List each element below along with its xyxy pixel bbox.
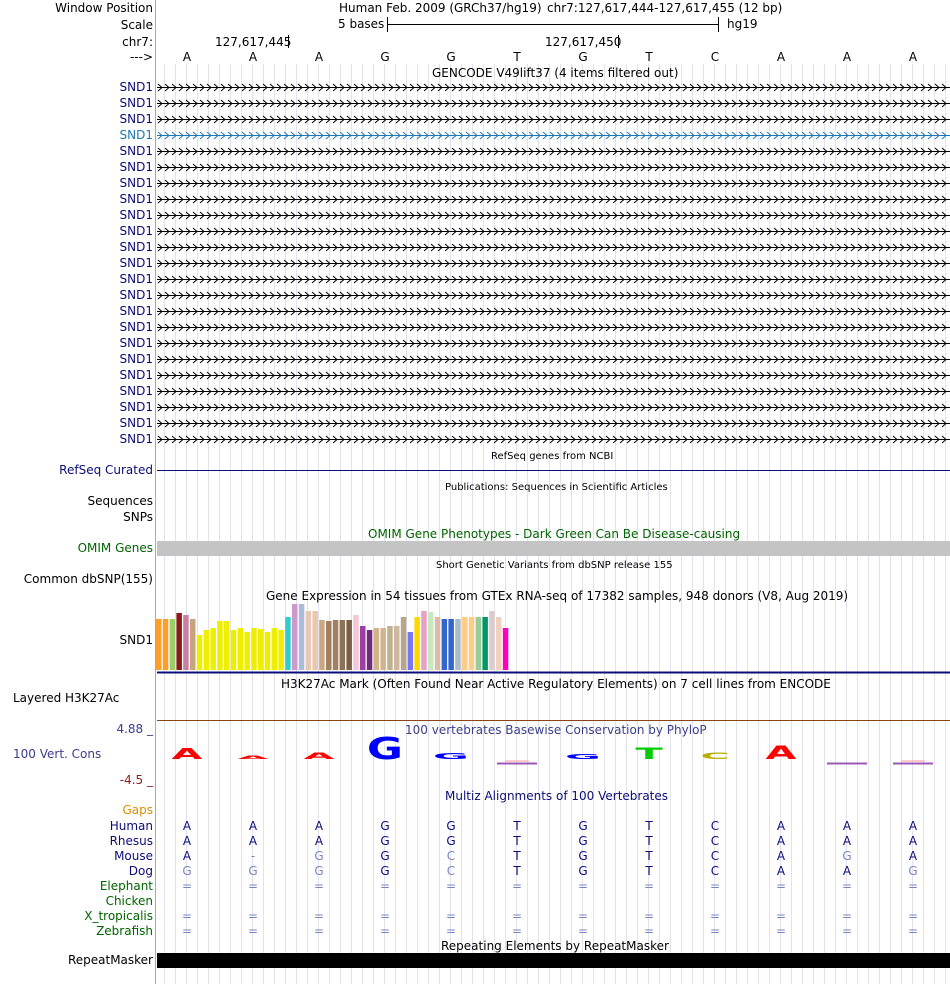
scale-text: 5 bases: [338, 17, 385, 31]
gtex-tissue-bar: [312, 611, 318, 670]
reference-base: C: [710, 50, 720, 64]
gtex-tissue-bar: [156, 619, 162, 670]
phylop-base-letter: A: [171, 745, 203, 763]
alignment-base: G: [908, 864, 918, 878]
gencode-transcript-label[interactable]: SND1: [119, 336, 153, 350]
alignment-base: =: [643, 879, 655, 893]
phylop-base-letter: A: [303, 750, 335, 762]
gtex-tissue-bar: [326, 621, 332, 670]
alignment-base: =: [577, 924, 589, 938]
repeatmasker-track-label[interactable]: RepeatMasker: [67, 953, 153, 967]
alignment-base: =: [907, 879, 919, 893]
reference-base: A: [314, 50, 324, 64]
alignment-base: =: [775, 909, 787, 923]
gencode-transcript-label[interactable]: SND1: [119, 112, 153, 126]
alignment-base: =: [247, 879, 259, 893]
species-label[interactable]: Human: [109, 819, 153, 833]
position-text: chr7:127,617,444-127,617,455 (12 bp): [547, 1, 783, 15]
omim-track-title: OMIM Gene Phenotypes - Dark Green Can Be Disease-causing: [368, 527, 741, 541]
gtex-tissue-bar: [292, 604, 298, 670]
reference-base: A: [908, 50, 918, 64]
reference-base: A: [776, 50, 786, 64]
alignment-base: G: [380, 864, 390, 878]
alignment-base: G: [380, 849, 390, 863]
reference-base: A: [182, 50, 192, 64]
gtex-tissue-bar: [258, 629, 264, 670]
alignment-base: T: [645, 834, 653, 848]
gtex-tissue-bar: [163, 619, 169, 670]
species-label[interactable]: Elephant: [99, 879, 153, 893]
gencode-transcript-label[interactable]: SND1: [119, 256, 153, 270]
refseq-track-label[interactable]: RefSeq Curated: [59, 463, 153, 477]
alignment-base: T: [513, 864, 521, 878]
alignment-base: =: [379, 879, 391, 893]
alignment-base: A: [842, 864, 852, 878]
phylop-base-letter: G: [432, 751, 470, 762]
alignment-base: A: [776, 864, 786, 878]
gencode-transcript-label[interactable]: SND1: [119, 144, 153, 158]
gtex-tissue-bar: [489, 611, 495, 670]
gtex-tissue-bar: [176, 613, 182, 670]
gtex-tissue-bar: [272, 628, 278, 670]
gencode-transcript-label[interactable]: SND1: [119, 272, 153, 286]
species-label[interactable]: Chicken: [105, 894, 153, 908]
dbsnp-track-label[interactable]: Common dbSNP(155): [23, 572, 153, 586]
gtex-tissue-bar: [360, 626, 366, 670]
gencode-transcript-label[interactable]: SND1: [119, 368, 153, 382]
alignment-base: A: [248, 834, 258, 848]
gencode-transcript-label[interactable]: SND1: [119, 96, 153, 110]
tick-label-left: 127,617,445: [215, 35, 292, 49]
gtex-tissue-bar: [231, 630, 237, 670]
alignment-base: T: [645, 849, 653, 863]
gencode-transcript-label[interactable]: SND1: [119, 192, 153, 206]
repeatmasker-track-title: Repeating Elements by RepeatMasker: [441, 939, 669, 953]
gtex-tissue-bar: [414, 617, 420, 670]
publications-label-snps[interactable]: SNPs: [123, 510, 153, 524]
phylop-base-letter: C: [700, 750, 730, 762]
alignment-base: G: [314, 849, 324, 863]
gtex-tissue-bar: [448, 619, 454, 670]
gtex-tissue-bar: [442, 619, 448, 670]
gtex-tissue-bar: [482, 617, 488, 670]
gtex-tissue-bar: [455, 619, 461, 670]
alignment-base: T: [513, 819, 521, 833]
omim-feature-bar: [157, 541, 950, 556]
reference-base: T: [513, 50, 521, 64]
phylop-track-label[interactable]: 100 Vert. Cons: [13, 747, 102, 761]
alignment-base: =: [577, 909, 589, 923]
alignment-base: =: [445, 879, 457, 893]
alignment-base: =: [445, 924, 457, 938]
alignment-base: G: [314, 864, 324, 878]
alignment-base: =: [709, 879, 721, 893]
phylop-ymin: -4.5 _: [119, 773, 153, 787]
reference-base: G: [446, 50, 456, 64]
alignment-base: =: [181, 924, 193, 938]
refseq-track-title: RefSeq genes from NCBI: [491, 451, 614, 462]
alignment-base: T: [513, 834, 521, 848]
alignment-base: A: [908, 819, 918, 833]
phylop-base-letter: T: [635, 744, 663, 764]
alignment-base: G: [578, 834, 588, 848]
gtex-tissue-bar: [367, 630, 373, 670]
alignment-base: C: [710, 864, 720, 878]
gaps-label: Gaps: [122, 803, 153, 817]
gtex-tissue-bar: [394, 626, 400, 670]
reference-base: G: [380, 50, 390, 64]
alignment-base: G: [578, 819, 588, 833]
gtex-tissue-bar: [476, 617, 482, 670]
alignment-base: =: [709, 924, 721, 938]
gtex-tissue-bar: [217, 621, 223, 670]
alignment-base: A: [314, 819, 324, 833]
alignment-base: =: [247, 909, 259, 923]
gtex-tissue-bar: [210, 628, 216, 670]
phylop-ymax: 4.88 _: [116, 722, 153, 736]
reference-base: A: [842, 50, 852, 64]
gtex-tissue-bar: [319, 620, 325, 670]
gencode-transcript-label[interactable]: SND1: [119, 352, 153, 366]
alignment-base: A: [908, 834, 918, 848]
alignment-base: =: [841, 924, 853, 938]
window-position-label: Window Position: [55, 1, 153, 15]
alignment-base: C: [710, 834, 720, 848]
alignment-base: A: [842, 834, 852, 848]
alignment-base: =: [643, 924, 655, 938]
gtex-tissue-bar: [251, 628, 257, 670]
gtex-tissue-bar: [435, 617, 441, 670]
alignment-base: T: [645, 864, 653, 878]
gtex-tissue-bar: [503, 628, 509, 670]
gtex-tissue-bar: [387, 626, 393, 670]
alignment-base: G: [182, 864, 192, 878]
gtex-tissue-bar: [278, 630, 284, 670]
phylop-base-letter: G: [366, 731, 404, 767]
gtex-tissue-bar: [265, 632, 271, 670]
gencode-transcript-label[interactable]: SND1: [119, 224, 153, 238]
alignment-base: =: [643, 909, 655, 923]
gtex-tissue-bar: [380, 628, 386, 670]
gtex-tissue-bar: [197, 635, 203, 670]
alignment-base: G: [446, 819, 456, 833]
alignment-base: =: [181, 909, 193, 923]
dbsnp-track-title: Short Genetic Variants from dbSNP release 155: [436, 560, 673, 571]
alignment-base: =: [445, 909, 457, 923]
species-label[interactable]: Mouse: [114, 849, 153, 863]
db-label: hg19: [727, 17, 758, 31]
gtex-tissue-bar: [306, 611, 312, 670]
alignment-base: =: [511, 909, 523, 923]
alignment-base: =: [841, 909, 853, 923]
alignment-base: =: [379, 909, 391, 923]
alignment-base: A: [248, 819, 258, 833]
chrom-label: chr7:: [122, 35, 153, 49]
gencode-transcript-label[interactable]: SND1: [119, 128, 153, 142]
gtex-tissue-bar: [428, 612, 434, 670]
repeatmasker-feature-bar: [157, 953, 950, 968]
gencode-transcript-label[interactable]: SND1: [119, 384, 153, 398]
gencode-transcript-label[interactable]: SND1: [119, 320, 153, 334]
alignment-base: =: [313, 909, 325, 923]
gtex-track-title: Gene Expression in 54 tissues from GTEx RNA-seq of 17382 samples, 948 donors (V8, Aug 2019): [266, 589, 849, 603]
gtex-tissue-bar: [190, 619, 196, 670]
reference-base: A: [248, 50, 258, 64]
alignment-base: -: [250, 849, 256, 863]
species-label[interactable]: Dog: [128, 864, 153, 878]
assembly-name: Human Feb. 2009 (GRCh37/hg19): [339, 1, 542, 15]
alignment-base: A: [182, 819, 192, 833]
gtex-tissue-bar: [238, 628, 244, 670]
strand-label: --->: [129, 50, 153, 64]
alignment-base: A: [776, 849, 786, 863]
alignment-base: A: [842, 819, 852, 833]
gencode-track-title: GENCODE V49lift37 (4 items filtered out): [432, 66, 679, 80]
reference-base: T: [645, 50, 653, 64]
alignment-base: =: [511, 924, 523, 938]
h3k27ac-track-title: H3K27Ac Mark (Often Found Near Active Regulatory Elements) on 7 cell lines from ENCODE: [281, 677, 831, 691]
alignment-base: A: [314, 834, 324, 848]
gencode-transcript-label[interactable]: SND1: [119, 288, 153, 302]
alignment-base: =: [577, 879, 589, 893]
species-label[interactable]: X_tropicalis: [84, 909, 153, 923]
alignment-base: =: [907, 924, 919, 938]
alignment-base: A: [908, 849, 918, 863]
gtex-tissue-bar: [496, 617, 502, 670]
gtex-track-label[interactable]: SND1: [119, 633, 153, 647]
gencode-transcript-label[interactable]: SND1: [119, 208, 153, 222]
gtex-tissue-bar: [299, 604, 305, 670]
phylop-base-letter: A: [237, 755, 269, 761]
gtex-tissue-bar: [333, 620, 339, 670]
gtex-tissue-bar: [408, 632, 414, 670]
publications-track-title: Publications: Sequences in Scientific Articles: [445, 482, 668, 493]
alignment-base: T: [513, 849, 521, 863]
alignment-base: =: [379, 924, 391, 938]
gtex-tissue-bar: [353, 615, 359, 670]
alignment-base: A: [776, 834, 786, 848]
gtex-tissue-bar: [224, 621, 230, 670]
alignment-base: T: [645, 819, 653, 833]
alignment-base: =: [511, 879, 523, 893]
alignment-base: =: [313, 879, 325, 893]
gencode-transcript-label[interactable]: SND1: [119, 80, 153, 94]
alignment-base: =: [247, 924, 259, 938]
gtex-tissue-bar: [340, 620, 346, 670]
omim-track-label[interactable]: OMIM Genes: [77, 541, 153, 555]
alignment-base: G: [380, 819, 390, 833]
gtex-tissue-bar: [401, 617, 407, 670]
gtex-tissue-bar: [374, 628, 380, 670]
gencode-transcript-label[interactable]: SND1: [119, 416, 153, 430]
gtex-tissue-bar: [204, 630, 210, 670]
gtex-tissue-bar: [462, 617, 468, 670]
gtex-tissue-bar: [244, 632, 250, 670]
alignment-base: A: [776, 819, 786, 833]
alignment-base: G: [248, 864, 258, 878]
alignment-base: C: [710, 849, 720, 863]
publications-label-sequences[interactable]: Sequences: [87, 494, 153, 508]
alignment-base: G: [446, 834, 456, 848]
gtex-tissue-bar: [469, 617, 475, 670]
species-label[interactable]: Rhesus: [109, 834, 153, 848]
alignment-base: =: [775, 924, 787, 938]
h3k27ac-track-label[interactable]: Layered H3K27Ac: [13, 691, 120, 705]
phylop-base-letter: A: [765, 742, 797, 764]
alignment-base: =: [313, 924, 325, 938]
gencode-transcript-label[interactable]: SND1: [119, 240, 153, 254]
alignment-base: G: [842, 849, 852, 863]
gencode-transcript-label[interactable]: SND1: [119, 304, 153, 318]
multiz-track-title: Multiz Alignments of 100 Vertebrates: [445, 789, 669, 803]
gencode-transcript-label[interactable]: SND1: [119, 160, 153, 174]
alignment-base: G: [578, 864, 588, 878]
gtex-tissue-bar: [421, 611, 427, 670]
gtex-tissue-bar: [183, 615, 189, 670]
alignment-base: =: [841, 879, 853, 893]
species-label[interactable]: Zebrafish: [96, 924, 153, 938]
alignment-base: =: [709, 909, 721, 923]
alignment-base: G: [578, 849, 588, 863]
phylop-track-title: 100 vertebrates Basewise Conservation by PhyloP: [405, 723, 707, 737]
gencode-transcript-label[interactable]: SND1: [119, 432, 153, 446]
alignment-base: C: [446, 849, 456, 863]
alignment-base: G: [380, 834, 390, 848]
gtex-tissue-bar: [170, 619, 176, 670]
alignment-base: =: [181, 879, 193, 893]
alignment-base: =: [907, 909, 919, 923]
phylop-base-letter: G: [564, 752, 602, 761]
alignment-base: C: [710, 819, 720, 833]
tick-label-right: 127,617,450: [545, 35, 622, 49]
gtex-tissue-bar: [285, 617, 291, 670]
gencode-transcript-label[interactable]: SND1: [119, 400, 153, 414]
scale-label: Scale: [120, 18, 153, 32]
alignment-base: A: [182, 834, 192, 848]
gencode-transcript-label[interactable]: SND1: [119, 176, 153, 190]
reference-base: G: [578, 50, 588, 64]
alignment-base: =: [775, 879, 787, 893]
gtex-tissue-bar: [346, 620, 352, 670]
alignment-base: C: [446, 864, 456, 878]
alignment-base: A: [182, 849, 192, 863]
